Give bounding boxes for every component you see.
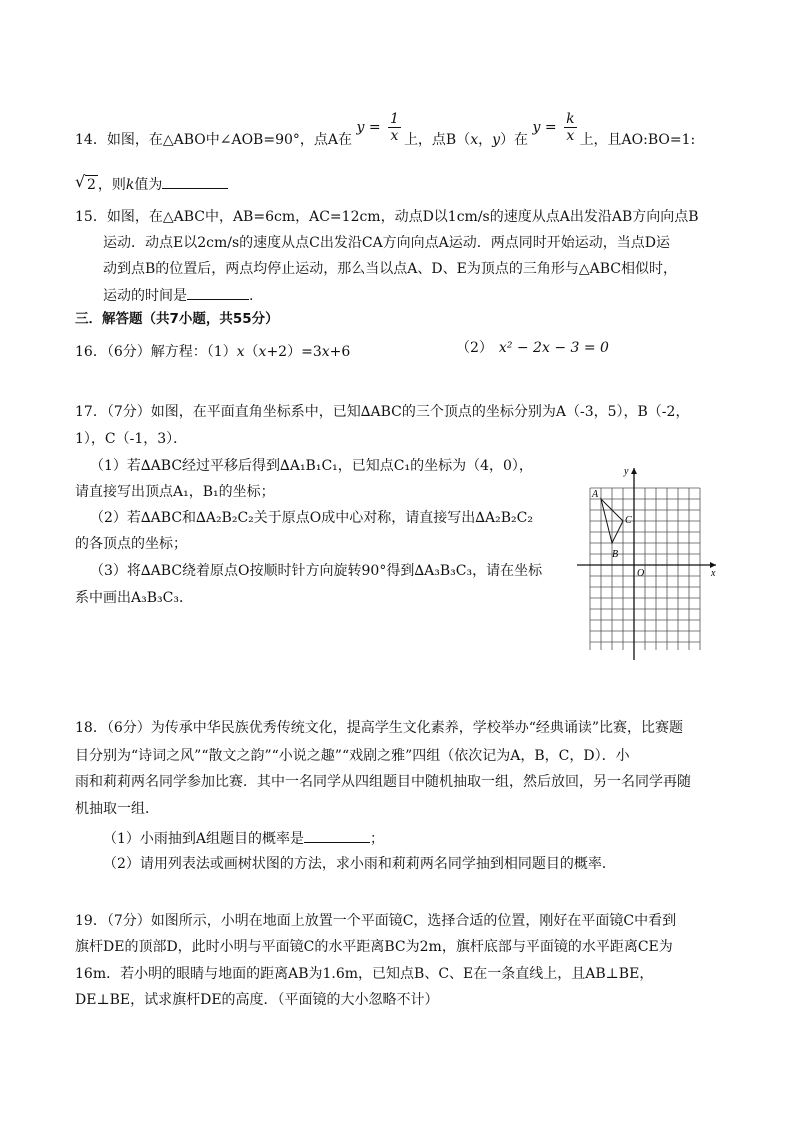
axis-label-y: y <box>624 466 629 477</box>
q15-line1: 15．如图，在△ABC中，AB=6cm，AC=12cm，动点D以1cm/s的速度从点A出发沿AB方向向点B <box>75 209 699 225</box>
q15-line3: 动到点B的位置后，两点均停止运动，那么当以点A、D、E为顶点的三角形与△ABC相似时， <box>103 261 677 277</box>
q19-line2: 旗杆DE的顶部D，此时小明与平面镜C的水平距离BC为2m，旗杆底部与平面镜的水平距离CE为 <box>75 939 673 955</box>
q17-sub2a: （2）若∆ABC和∆A₂B₂C₂关于原点O成中心对称，请直接写出∆A₂B₂C₂ <box>90 510 533 526</box>
grid-lines <box>590 488 700 650</box>
q18-line3: 雨和莉莉两名同学参加比赛．其中一名同学从四组题目中随机抽取一组，然后放回，另一名同学再随 <box>75 774 691 790</box>
q19-line3: 16m．若小明的眼睛与地面的距离AB为1.6m，已知点B、C、E在一条直线上，且AB⊥BE， <box>75 966 654 982</box>
q14-eq2: y = $\frac{k}{x}$ <box>532 110 575 144</box>
q14-line1: 14．如图，在△ABO中∠AOB=90°，点A在 y = $\frac{1}{x}$ 上，点B（x，y）在 y = $\frac{k}{x}$ 上，且AO:BO=1: <box>75 110 696 148</box>
axis-label-x: x <box>711 568 716 579</box>
sqrt-two: √ 2 <box>75 172 96 193</box>
q18-line4: 机抽取一组． <box>75 801 159 817</box>
q17-sub3a: （3）将∆ABC绕着原点O按顺时针方向旋转90°得到∆A₃B₃C₃，请在坐标 <box>90 563 543 579</box>
q17-line1: 17．（7分）如图，在平面直角坐标系中，已知∆ABC的三个顶点的坐标分别为A（-3，5），B（-2， <box>75 404 690 420</box>
section-heading: 三．解答题（共7小题，共55分） <box>75 311 279 327</box>
q18-sub1: （1）小雨抽到A组题目的概率是 ； <box>103 828 384 848</box>
q17-sub1a: （1）若∆ABC经过平移后得到∆A₁B₁C₁，已知点C₁的坐标为（4，0）， <box>90 458 533 474</box>
point-label-a: A <box>592 489 599 500</box>
answer-blank-q15[interactable] <box>187 285 249 300</box>
q18-line2: 目分别为“诗词之风”“散文之韵”“小说之趣”“戏剧之雅”四组（依次记为A，B，C，D）．小 <box>75 748 630 764</box>
q17-line2: 1），C（-1，3）． <box>75 431 188 447</box>
q19-line4: DE⊥BE，试求旗杆DE的高度．（平面镜的大小忽略不计） <box>75 992 439 1008</box>
answer-blank-q14[interactable] <box>162 174 228 189</box>
q14-eq1: y = $\frac{1}{x}$ <box>356 110 399 144</box>
q16-line: 16．（6分）解方程：（1）x（x+2）=3x+6 <box>75 344 351 360</box>
q15-line2: 运动．动点E以2cm/s的速度从点C出发沿CA方向向点A运动．两点同时开始运动，当点D运 <box>103 235 671 251</box>
q18-line1: 18．（6分）为传承中华民族优秀传统文化，提高学生文化素养，学校举办“经典诵读”比赛，比赛题 <box>75 720 684 736</box>
origin-label: O <box>637 568 645 579</box>
coordinate-grid-figure <box>572 460 722 665</box>
q19-line1: 19．（7分）如图所示，小明在地面上放置一个平面镜C，选择合适的位置，刚好在平面镜C中看到 <box>75 913 677 929</box>
q15-line4: 运动的时间是 . <box>103 285 253 305</box>
q17-sub2b: 的各顶点的坐标； <box>75 536 187 552</box>
q14-line2: √ 2 ，则k值为 <box>75 174 228 194</box>
q17-sub1b: 请直接写出顶点A₁，B₁的坐标； <box>75 484 275 500</box>
q16-part2: （2） x² − 2x − 3 = 0 <box>456 340 609 356</box>
q18-sub2: （2）请用列表法或画树状图的方法，求小雨和莉莉两名同学抽到相同题目的概率． <box>103 856 616 872</box>
q17-sub3b: 系中画出A₃B₃C₃． <box>75 590 193 606</box>
answer-blank-q18[interactable] <box>304 828 370 843</box>
y-axis-arrow-icon <box>631 468 637 474</box>
point-label-b: B <box>612 549 619 560</box>
point-label-c: C <box>625 515 632 526</box>
